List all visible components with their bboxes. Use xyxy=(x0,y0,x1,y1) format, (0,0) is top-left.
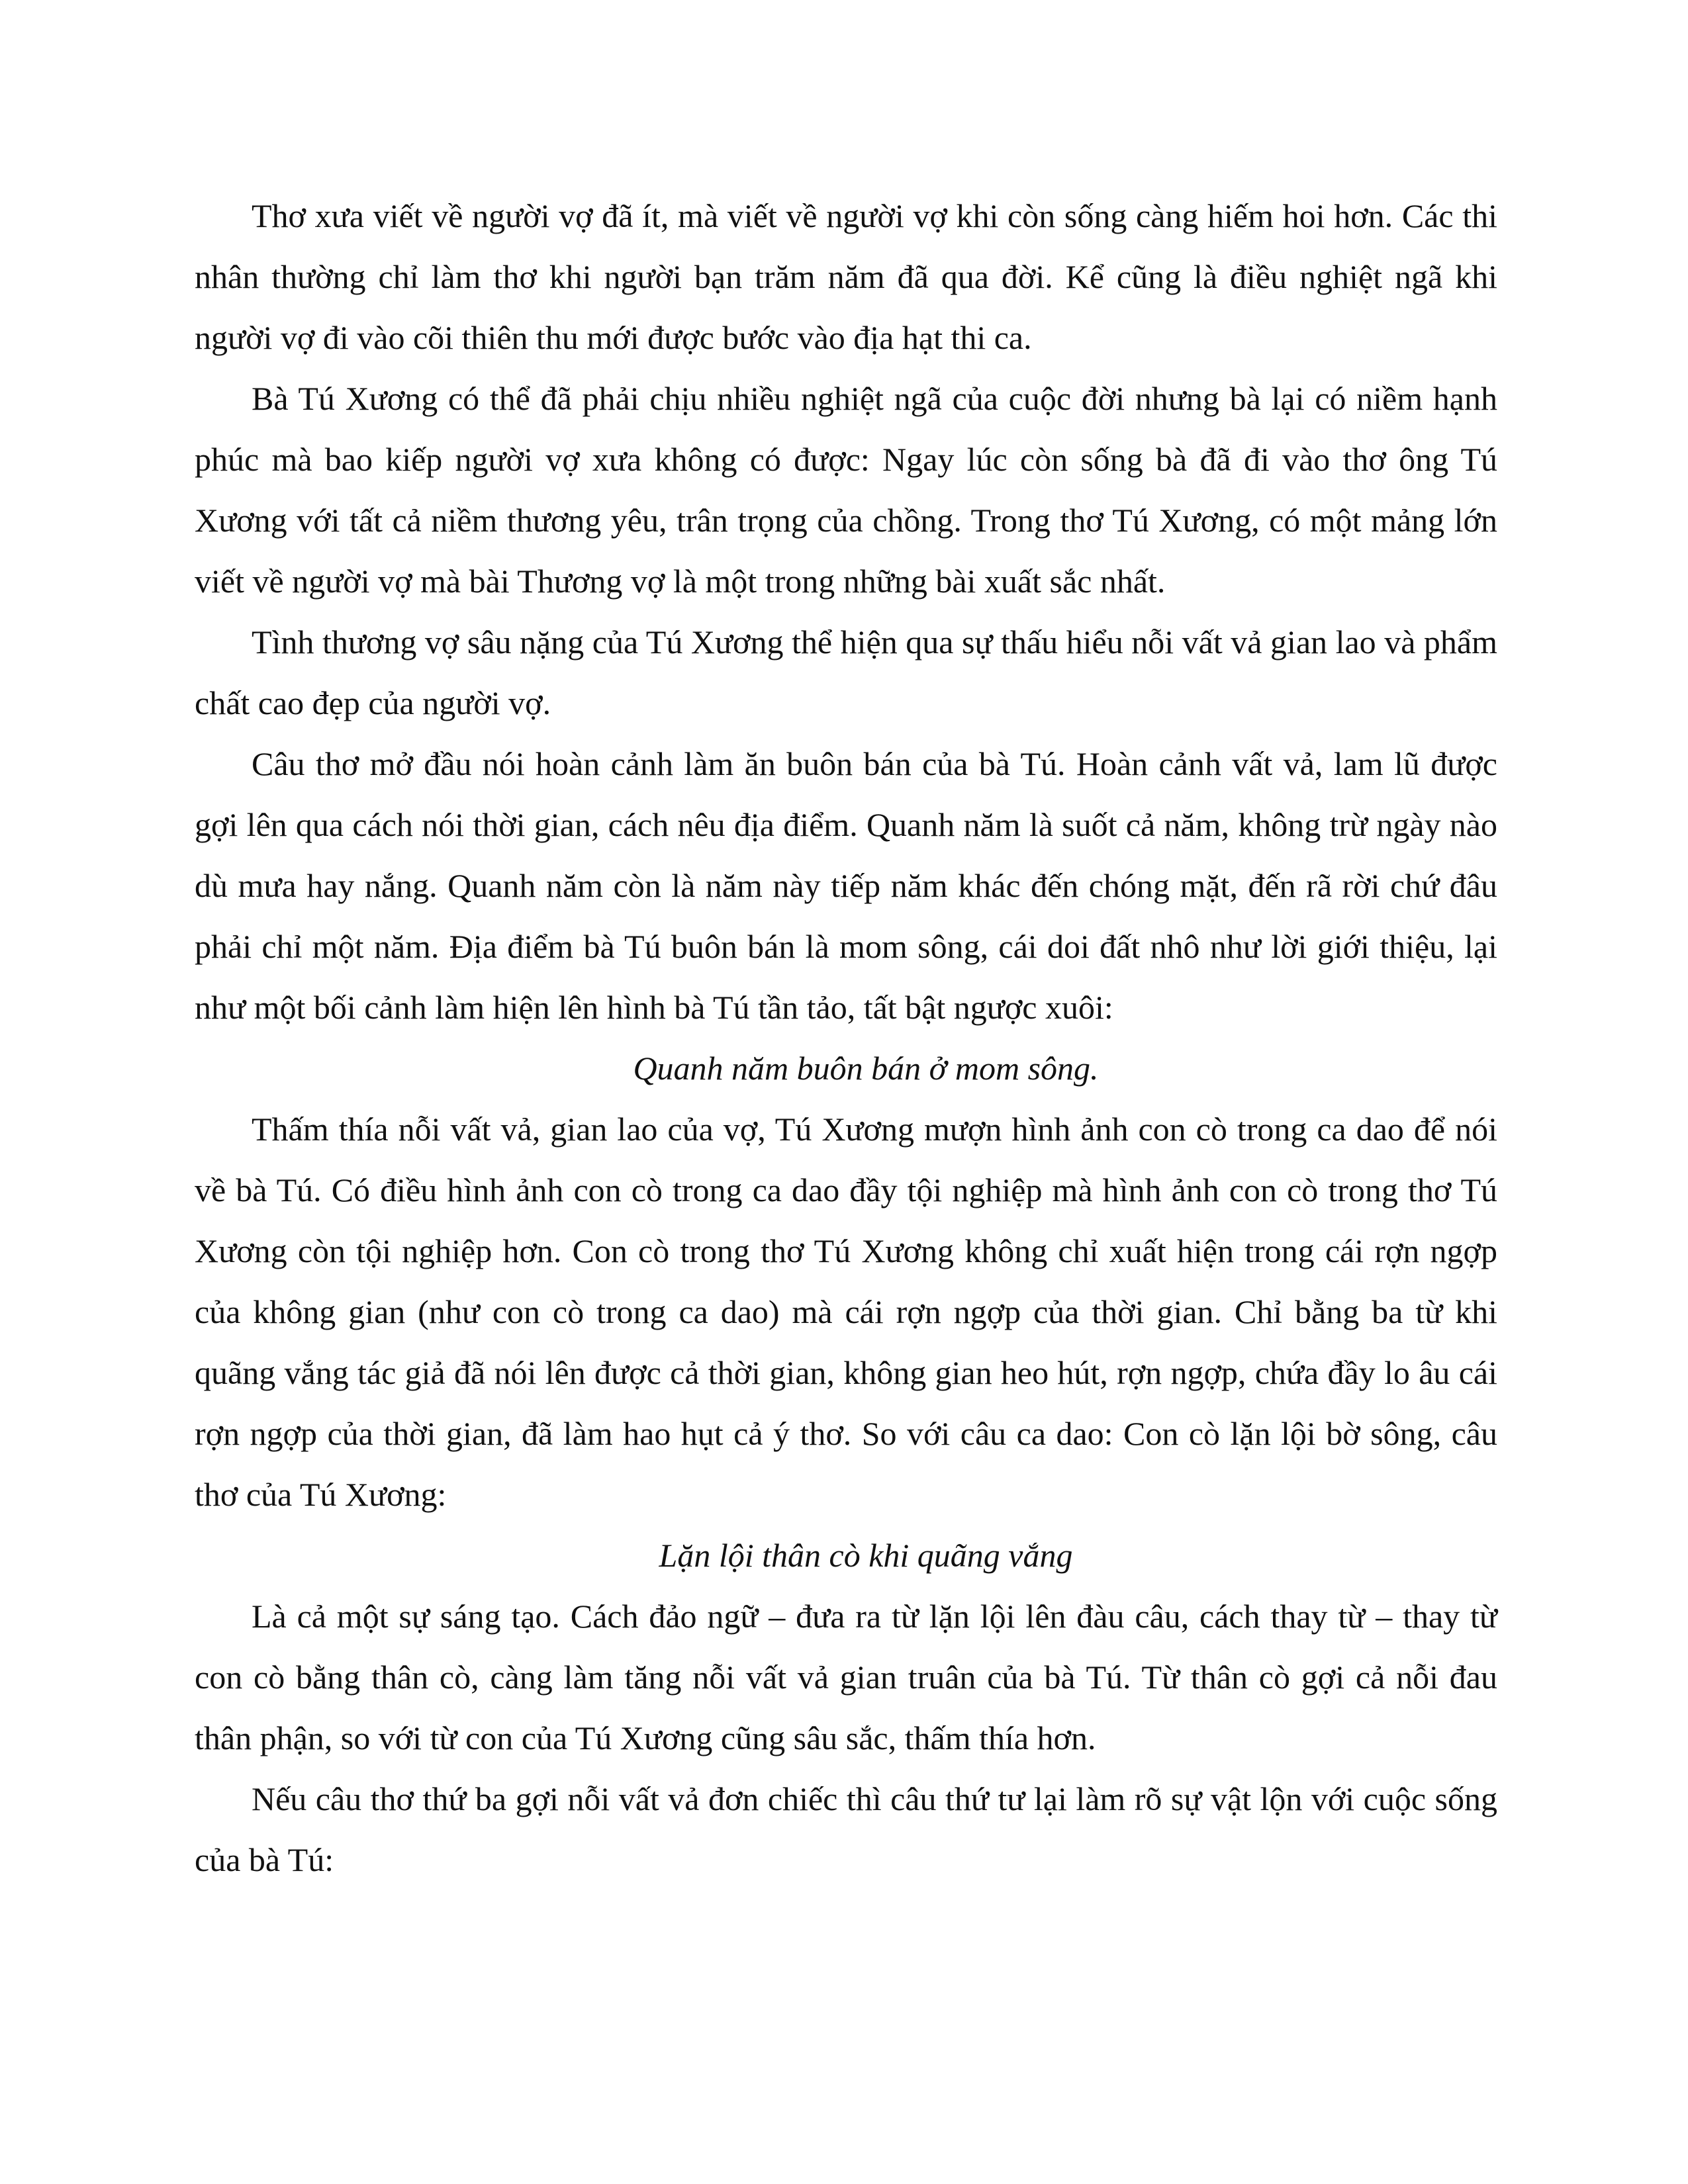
poem-verse: Lặn lội thân cò khi quãng vắng xyxy=(659,1537,1073,1574)
paragraph: Câu thơ mở đầu nói hoàn cảnh làm ăn buôn bán của bà Tú. Hoàn cảnh vất vả, lam lũ được gợi lên qua cách nói thời gian, cách nêu địa điểm. Quanh năm là suốt cả năm, không trừ ngày nào dù mưa hay nắng. Quanh năm còn là năm này tiếp năm khác đến chóng mặt, đến rã rời chứ đâu phải chỉ một năm. Địa điểm bà Tú buôn bán là mom sông, cái doi đất nhô như lời giới thiệu, lại như một bối cảnh làm hiện lên hình bà Tú tần tảo, tất bật ngược xuôi: xyxy=(195,745,1497,1026)
document-body xyxy=(195,185,1497,1890)
paragraph: Tình thương vợ sâu nặng của Tú Xương thể hiện qua sự thấu hiểu nỗi vất vả gian lao và phẩm chất cao đẹp của người vợ. xyxy=(195,623,1497,721)
poem-verse: Quanh năm buôn bán ở mom sông. xyxy=(633,1050,1099,1087)
paragraph: Thấm thía nỗi vất vả, gian lao của vợ, Tú Xương mượn hình ảnh con cò trong ca dao để nói về bà Tú. Có điều hình ảnh con cò trong ca dao đầy tội nghiệp mà hình ảnh con cò trong thơ Tú Xương còn tội nghiệp hơn. Con cò trong thơ Tú Xương không chỉ xuất hiện trong cái rợn ngợp của không gian (như con cò trong ca dao) mà cái rợn ngợp của thời gian. Chỉ bằng ba từ khi quãng vắng tác giả đã nói lên được cả thời gian, không gian heo hút, rợn ngợp, chứa đầy lo âu cái rợn ngợp của thời gian, đã làm hao hụt cả ý thơ. So với câu ca dao: Con cò lặn lội bờ sông, câu thơ của Tú Xương: xyxy=(195,1111,1497,1513)
paragraph: Bà Tú Xương có thể đã phải chịu nhiều nghiệt ngã của cuộc đời nhưng bà lại có niềm hạnh phúc mà bao kiếp người vợ xưa không có được: Ngay lúc còn sống bà đã đi vào thơ ông Tú Xương với tất cả niềm thương yêu, trân trọng của chồng. Trong thơ Tú Xương, có một mảng lớn viết về người vợ mà bài Thương vợ là một trong những bài xuất sắc nhất. xyxy=(195,380,1497,600)
paragraph: Là cả một sự sáng tạo. Cách đảo ngữ – đưa ra từ lặn lội lên đàu câu, cách thay từ – thay từ con cò bằng thân cò, càng làm tăng nỗi vất vả gian truân của bà Tú. Từ thân cò gợi cả nỗi đau thân phận, so với từ con của Tú Xương cũng sâu sắc, thấm thía hơn. xyxy=(195,1598,1497,1756)
paragraph: Thơ xưa viết về người vợ đã ít, mà viết về người vợ khi còn sống càng hiếm hoi hơn. Các thi nhân thường chỉ làm thơ khi người bạn trăm năm đã qua đời. Kể cũng là điều nghiệt ngã khi người vợ đi vào cõi thiên thu mới được bước vào địa hạt thi ca. xyxy=(195,197,1497,356)
paragraph: Nếu câu thơ thứ ba gợi nỗi vất vả đơn chiếc thì câu thứ tư lại làm rõ sự vật lộn với cuộc sống của bà Tú: xyxy=(195,1780,1497,1878)
